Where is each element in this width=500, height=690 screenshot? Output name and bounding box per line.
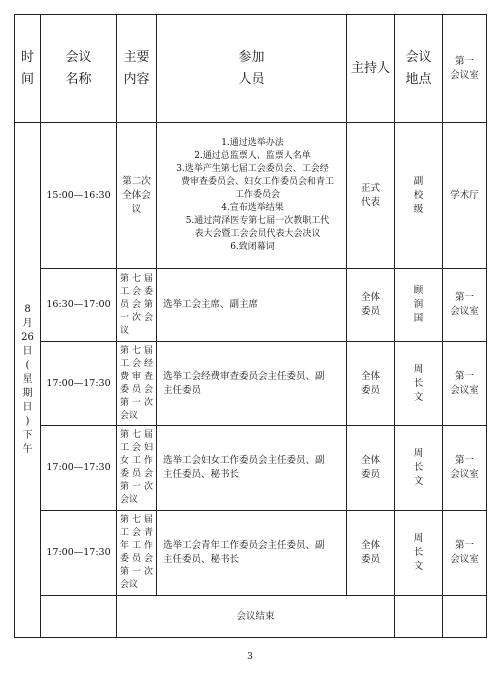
content-item: 4.宣布选举结果 xyxy=(221,203,284,213)
row-content xyxy=(157,426,347,511)
name-line: 第 七 届 xyxy=(120,430,153,440)
content-item: 3.选举产生第七届工会委员会、工会经 xyxy=(176,164,329,174)
name-line: 第 一 次 xyxy=(120,482,153,492)
name-line: 会议 xyxy=(120,410,139,421)
name-line: 委 员 会 xyxy=(120,554,153,564)
date-char: 星 xyxy=(22,374,33,385)
table-row xyxy=(15,342,487,426)
row-attendees xyxy=(347,426,395,511)
venue-line: 会议室 xyxy=(450,469,479,480)
row-meeting-name xyxy=(117,511,157,596)
row-time: 17:00—17:30 xyxy=(41,426,117,511)
header-host-line1: 主持人 xyxy=(350,60,390,76)
content-item: 费审查委员会、妇女工作委员会和青工 xyxy=(180,177,334,187)
table-row xyxy=(15,511,487,596)
header-venue xyxy=(395,15,443,123)
name-line: 全体会 xyxy=(122,189,151,201)
host-char: 周 xyxy=(413,533,424,544)
date-char: ( xyxy=(25,360,30,371)
name-line: 第 一 次 xyxy=(120,567,153,577)
table-row xyxy=(15,269,487,342)
name-line: 第 一 次 xyxy=(120,397,153,408)
row-host xyxy=(395,269,443,342)
row-host xyxy=(395,511,443,596)
name-line: 会议 xyxy=(120,495,139,505)
name-line: 委 员 会 xyxy=(120,384,153,395)
date-char: 下 xyxy=(22,430,33,441)
end-empty-cell xyxy=(443,596,487,638)
attendees-line: 正式 xyxy=(360,182,380,194)
row-meeting-name xyxy=(117,342,157,426)
header-venue-line1: 会议 xyxy=(405,49,432,65)
content-item: 5.通过菏泽医专第七届一次教职工代 xyxy=(185,216,330,226)
date-char: 日 xyxy=(22,346,33,357)
attendees-line: 委员 xyxy=(360,469,380,480)
page-number: 3 xyxy=(247,652,253,662)
header-room-line1: 第一 xyxy=(454,55,474,67)
name-line: 第 七 届 xyxy=(120,515,153,525)
header-venue-line2: 地点 xyxy=(405,71,432,87)
end-text: 会议结束 xyxy=(117,596,395,638)
host-char: 润 xyxy=(413,299,424,310)
end-row xyxy=(15,596,487,638)
header-attendees-line1: 参加 xyxy=(238,49,265,65)
content-item: 工作委员会 xyxy=(234,190,280,200)
header-name-line1: 会议 xyxy=(65,49,92,65)
end-empty-cell xyxy=(395,596,443,638)
content-item: 表大会暨工会会员代表大会决议 xyxy=(194,229,321,239)
row-attendees xyxy=(347,342,395,426)
date-char: 26 xyxy=(21,332,34,343)
venue-line: 第一 xyxy=(454,370,474,382)
host-char: 长 xyxy=(413,547,424,558)
end-empty-cell xyxy=(41,596,117,638)
header-time-line2: 间 xyxy=(20,71,34,87)
name-line: 议 xyxy=(120,325,130,336)
row-venue xyxy=(443,511,487,596)
host-char: 国 xyxy=(413,313,424,324)
name-line: 工 会 妇 xyxy=(120,443,153,453)
name-line: 第 七 届 xyxy=(120,345,153,356)
row-attendees xyxy=(347,511,395,596)
header-attendees-line2: 人员 xyxy=(238,71,265,87)
host-char: 文 xyxy=(413,391,424,403)
name-line: 委 员 会 xyxy=(120,469,153,479)
name-line: 女 工 作 xyxy=(120,456,153,466)
row-meeting-name xyxy=(117,426,157,511)
attendees-line: 全体 xyxy=(360,540,380,551)
table-row xyxy=(15,426,487,511)
attendees-line: 全体 xyxy=(360,455,380,466)
name-line: 工 会 委 xyxy=(120,286,153,297)
header-room xyxy=(443,15,487,123)
content-line: 选举工会经费审查委员会主任委员、副 xyxy=(163,370,325,382)
attendees-line: 委员 xyxy=(360,554,380,565)
header-content xyxy=(117,15,157,123)
row-content-list xyxy=(157,123,347,269)
content-item: 1.通过选举办法 xyxy=(221,138,284,148)
venue-line: 会议室 xyxy=(450,306,479,317)
row-host xyxy=(395,342,443,426)
schedule-table xyxy=(14,14,487,638)
attendees-line: 全体 xyxy=(360,370,380,382)
header-host xyxy=(347,15,395,123)
row-time: 16:30—17:00 xyxy=(41,269,117,342)
host-char: 级 xyxy=(413,203,424,215)
header-room-line2: 会议室 xyxy=(450,69,479,81)
venue-line: 会议室 xyxy=(450,554,479,565)
date-char: 期 xyxy=(22,388,33,399)
name-line: 工 会 青 xyxy=(120,528,153,538)
header-content-line2: 内容 xyxy=(123,71,150,87)
content-item: 2.通过总监票人、监票人名单 xyxy=(194,151,311,161)
host-char: 顾 xyxy=(413,285,424,296)
content-line: 选举工会妇女工作委员会主任委员、副 xyxy=(163,455,325,466)
header-time xyxy=(15,15,41,123)
attendees-line: 代表 xyxy=(360,196,380,208)
date-label-cell xyxy=(15,123,41,638)
host-char: 文 xyxy=(413,476,424,487)
host-char: 周 xyxy=(413,448,424,459)
name-line: 第 七 届 xyxy=(120,273,153,284)
row-venue xyxy=(443,426,487,511)
header-row xyxy=(15,15,487,123)
host-char: 长 xyxy=(413,462,424,473)
venue-line: 第一 xyxy=(454,540,474,551)
attendees-line: 委员 xyxy=(360,306,380,317)
host-char: 副 xyxy=(413,175,424,187)
content-line: 主任委员 xyxy=(163,384,202,396)
content-item: 6.致闭幕词 xyxy=(230,242,275,252)
header-time-line1: 时 xyxy=(20,49,34,65)
host-char: 长 xyxy=(413,377,424,389)
row-attendees xyxy=(347,269,395,342)
row-time: 17:00—17:30 xyxy=(41,511,117,596)
row-host xyxy=(395,123,443,269)
header-name-line2: 名称 xyxy=(65,71,92,87)
row-venue xyxy=(443,342,487,426)
name-line: 议 xyxy=(131,203,142,215)
row-venue: 学术厅 xyxy=(443,123,487,269)
row-content: 选举工会主席、副主席 xyxy=(157,269,347,342)
row-content xyxy=(157,342,347,426)
table-row xyxy=(15,123,487,269)
venue-line: 第一 xyxy=(454,455,474,466)
name-line: 年 工 作 xyxy=(120,541,153,551)
header-name xyxy=(41,15,117,123)
date-char: 8 xyxy=(24,304,31,315)
header-attendees xyxy=(157,15,347,123)
name-line: 一 次 会 xyxy=(120,312,153,323)
row-meeting-name xyxy=(117,123,157,269)
date-char: 日 xyxy=(22,402,33,413)
row-attendees xyxy=(347,123,395,269)
row-meeting-name xyxy=(117,269,157,342)
venue-line: 会议室 xyxy=(450,384,479,396)
date-char: 月 xyxy=(22,318,33,329)
name-line: 会议 xyxy=(120,580,139,590)
host-char: 校 xyxy=(413,189,424,201)
header-content-line1: 主要 xyxy=(123,49,150,65)
attendees-line: 全体 xyxy=(360,292,380,303)
host-char: 周 xyxy=(413,363,424,375)
name-line: 工 会 经 xyxy=(120,358,153,369)
content-line: 主任委员、秘书长 xyxy=(163,554,240,565)
content-line: 主任委员、秘书长 xyxy=(163,469,240,480)
row-content xyxy=(157,511,347,596)
date-char: 午 xyxy=(22,444,33,455)
venue-line: 第一 xyxy=(454,292,474,303)
row-time: 15:00—16:30 xyxy=(41,123,117,269)
host-char: 文 xyxy=(413,561,424,572)
name-line: 员 会 第 xyxy=(120,299,153,310)
row-host xyxy=(395,426,443,511)
name-line: 第二次 xyxy=(122,175,151,187)
name-line: 费 审 查 xyxy=(120,371,153,382)
row-venue xyxy=(443,269,487,342)
row-time: 17:00—17:30 xyxy=(41,342,117,426)
content-line: 选举工会青年工作委员会主任委员、副 xyxy=(163,540,325,551)
attendees-line: 委员 xyxy=(360,384,380,396)
date-char: ) xyxy=(25,416,30,427)
